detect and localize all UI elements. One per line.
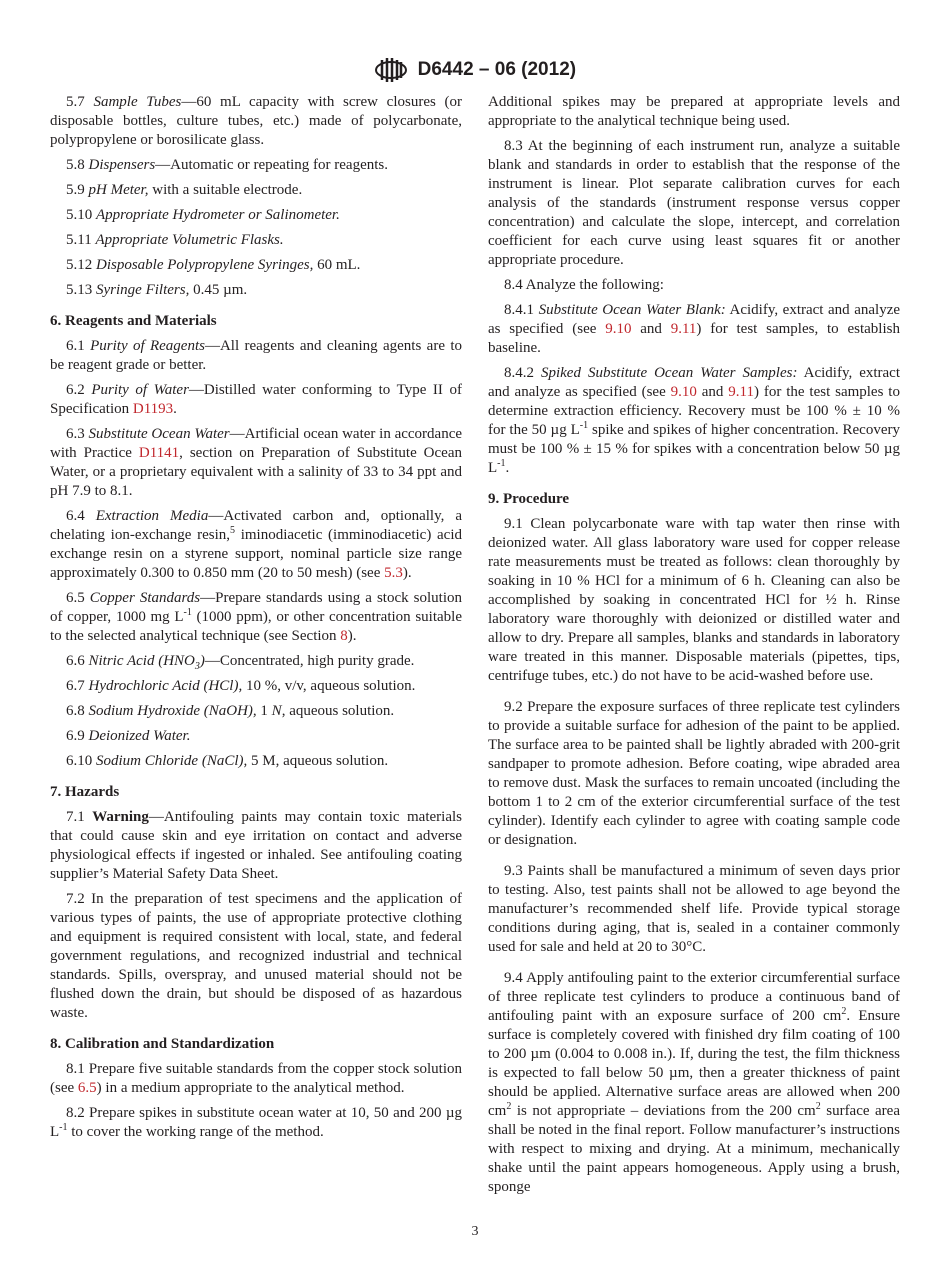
text-run: Sodium Hydroxide (NaOH), xyxy=(88,703,257,719)
text-run: —Automatic or repeating for reagents. xyxy=(155,157,389,173)
text-run: Appropriate Volumetric Flasks. xyxy=(95,232,284,248)
paragraph xyxy=(50,231,462,250)
text-run: —Artificial ocean water in accordance with Practice xyxy=(50,426,463,461)
text-run: Acidify, extract and analyze as specified (see xyxy=(488,365,900,400)
text-run: 60 mL. xyxy=(313,257,361,273)
text-run: —60 mL capacity with screw closures (or disposable bottles, culture tubes, etc.) made of polycarbonate, polypropylene or borosilicate glass. xyxy=(50,94,463,148)
text-run: Acidify, extract and analyze as specified (see xyxy=(488,302,901,337)
superscript: -1 xyxy=(497,458,506,469)
text-run: 5.7 xyxy=(66,94,94,110)
text-run: spike and spikes of higher concentration. Recovery must be 100 % ± 15 % for spikes with a concentration below 50 µg L xyxy=(488,422,900,476)
text-run: 6.10 xyxy=(66,753,96,769)
text-run: 5.8 xyxy=(66,157,89,173)
text-run: 0.45 µm. xyxy=(189,282,248,298)
astm-logo-icon xyxy=(374,56,408,84)
section-heading xyxy=(50,783,462,802)
paragraph xyxy=(50,808,462,884)
text-run: ) in a medium appropriate to the analytical method. xyxy=(96,1080,405,1096)
document-title: D6442 – 06 (2012) xyxy=(417,59,577,80)
paragraph xyxy=(50,381,462,419)
text-run: with a suitable electrode. xyxy=(148,182,303,198)
text-run: 8.4.2 xyxy=(504,365,541,381)
text-run: 6.6 xyxy=(66,653,89,669)
subscript: 3 xyxy=(194,661,200,672)
text-run: 6.5 xyxy=(66,590,90,606)
text-run: —Concentrated, high purity grade. xyxy=(204,653,415,669)
text-run: Warning xyxy=(92,809,149,825)
right-column xyxy=(488,93,900,1203)
text-run: Dispensers xyxy=(88,157,156,173)
text-run: Substitute Ocean Water Blank: xyxy=(538,302,726,318)
text-run: ). xyxy=(347,628,357,644)
text-run: Syringe Filters, xyxy=(96,282,190,298)
text-run: , section on Preparation of Substitute Ocean Water, or a proprietary equivalent with a salinity of 33 to 34 ppt and pH 7.9 to 8.1. xyxy=(50,445,462,499)
text-run: (1000 ppm), or other concentration suitable to the selected analytical technique (see Section xyxy=(50,609,462,644)
text-run: —Distilled water conforming to Type II of Specification xyxy=(50,382,462,417)
page-header xyxy=(0,56,950,84)
paragraph xyxy=(50,677,462,696)
cross-reference-link[interactable]: D1193 xyxy=(132,401,174,417)
paragraph xyxy=(488,364,900,478)
section-heading xyxy=(488,490,900,509)
text-run: 8.4.1 xyxy=(504,302,539,318)
cross-reference-link[interactable]: 9.10 xyxy=(670,384,697,400)
text-run: 8. Calibration and Standardization xyxy=(50,1036,275,1052)
text-run: . xyxy=(505,460,510,476)
text-run: . xyxy=(173,401,177,417)
text-run: 9.3 Paints shall be manufactured a minimum of seven days prior to testing. Also, test paints shall not be allowed to age beyond the manufacturer’s recommended shelf life. Provide typical storage conditions during aging, that is, sealed in a container commonly used for sale and held at 20 to 30°C. xyxy=(488,863,900,955)
text-run: —Antifouling paints may contain toxic materials that could cause skin and eye irritation on contact and adverse physiological effects if ingested or inhaled. See antifouling coating supplier’s Material Safety Data Sheet. xyxy=(50,809,462,882)
text-run: 5.12 xyxy=(66,257,96,273)
paragraph xyxy=(488,515,900,686)
paragraph xyxy=(488,862,900,957)
cross-reference-link[interactable]: 9.11 xyxy=(670,321,697,337)
text-run: ) for the test samples to determine extraction efficiency. Recovery must be 100 % ± 10 % for the 50 µg L xyxy=(488,384,900,438)
cross-reference-link[interactable]: D1141 xyxy=(138,445,180,461)
text-run: 5.10 xyxy=(66,207,96,223)
paragraph xyxy=(50,727,462,746)
page-number: 3 xyxy=(471,1224,479,1239)
text-run: 6.4 xyxy=(66,508,96,524)
paragraph xyxy=(50,652,462,671)
text-run: is not appropriate – deviations from the 200 cm xyxy=(511,1103,816,1119)
superscript: -1 xyxy=(59,1122,68,1133)
text-run: 10 %, v/v, aqueous solution. xyxy=(242,678,416,694)
text-run: ) for test samples, to establish baseline. xyxy=(488,321,900,356)
paragraph xyxy=(50,206,462,225)
paragraph xyxy=(488,301,900,358)
text-run: 5 M, aqueous solution. xyxy=(247,753,389,769)
cross-reference-link[interactable]: 9.11 xyxy=(728,384,754,400)
text-run: N xyxy=(271,703,282,719)
text-run: Copper Standards xyxy=(89,590,201,606)
text-run: 6.1 xyxy=(66,338,91,354)
paragraph xyxy=(50,281,462,300)
cross-reference-link[interactable]: 6.5 xyxy=(77,1080,97,1096)
paragraph xyxy=(488,276,900,295)
paragraph xyxy=(50,890,462,1023)
text-run: Substitute Ocean Water xyxy=(88,426,230,442)
text-run: ). xyxy=(402,565,412,581)
text-run: —Activated carbon and, optionally, a chelating ion-exchange resin, xyxy=(50,508,462,543)
text-run: 8.3 At the beginning of each instrument run, analyze a suitable blank and standards in order to establish that the response of the instrument is linear. Plot separate calibration curves for each analysis of the standards (instrument response versus copper concentration) and calculate the slope, intercept, and correlation coefficient for each curve using least squares fit or another appropriate procedure. xyxy=(488,138,900,268)
text-run: Additional spikes may be prepared at appropriate levels and appropriate to the analytical technique being used. xyxy=(488,94,900,129)
text-run: 6.9 xyxy=(66,728,89,744)
text-run: Purity of Water xyxy=(91,382,189,398)
text-run: 9.2 Prepare the exposure surfaces of three replicate test cylinders to provide a suitable surface for adhesion of the paint to be applied. The surface area to be painted shall be lightly abraded with 200-grit sandpaper to promote adhesion. Before coating, wipe abraded area to remove dust. Mask the surfaces to remain uncoated (including the bottom 1 to 2 cm of the exterior circumferential surface of the test cylinder). Identify each cylinder to agree with coating sample code or designation. xyxy=(488,699,900,848)
text-run: Extraction Media xyxy=(95,508,209,524)
text-run: 5.11 xyxy=(66,232,96,248)
text-run: 6.8 xyxy=(66,703,89,719)
text-run: . Ensure surface is completely covered with finished dry film coating of 100 to 200 µm (0.004 to 0.008 in.). If, during the test, the film thickness is expected to fall below 50 µm, then a greater thickness of paint should be applied. Alternative surface areas are allowed when 200 cm xyxy=(488,1008,900,1119)
paragraph xyxy=(488,137,900,270)
text-run: 8.2 Prepare spikes in substitute ocean water at 10, 50 and 200 µg L xyxy=(50,1105,462,1140)
paragraph xyxy=(488,698,900,850)
superscript: 2 xyxy=(841,1006,847,1017)
paragraph xyxy=(50,1104,462,1142)
text-run: and xyxy=(631,321,671,337)
text-run: Purity of Reagents xyxy=(90,338,205,354)
text-run: Sample Tubes xyxy=(93,94,182,110)
text-run: Nitric Acid (HNO xyxy=(88,653,195,669)
text-run: 5.13 xyxy=(66,282,96,298)
text-run: Spiked Substitute Ocean Water Samples: xyxy=(540,365,798,381)
cross-reference-link[interactable]: 8 xyxy=(340,628,348,644)
text-run: Appropriate Hydrometer or Salinometer. xyxy=(96,207,340,223)
paragraph xyxy=(50,425,462,501)
paragraph xyxy=(50,702,462,721)
superscript: -1 xyxy=(183,607,192,618)
text-run: 8.4 Analyze the following: xyxy=(504,277,664,293)
paragraph xyxy=(50,752,462,771)
paragraph xyxy=(50,256,462,275)
text-run: —All reagents and cleaning agents are to be reagent grade or better. xyxy=(50,338,462,373)
text-run: and xyxy=(696,384,729,400)
section-heading xyxy=(50,1035,462,1054)
text-run: 5.9 xyxy=(66,182,89,198)
text-run: 9.4 Apply antifouling paint to the exterior circumferential surface of three replicate test cylinders to produce a continuous band of antifouling paint with an exposure surface of 200 cm xyxy=(488,970,900,1024)
text-run: 7.1 xyxy=(66,809,93,825)
paragraph xyxy=(50,93,462,150)
text-run: 9. Procedure xyxy=(488,491,570,507)
text-run: —Prepare standards using a stock solution of copper, 1000 mg L xyxy=(50,590,462,625)
text-run: 6. Reagents and Materials xyxy=(50,313,217,329)
text-run: 6.3 xyxy=(66,426,89,442)
section-heading xyxy=(50,312,462,331)
cross-reference-link[interactable]: 5.3 xyxy=(384,565,403,581)
text-run: 1 xyxy=(256,703,272,719)
text-run: Sodium Chloride (NaCl), xyxy=(96,753,248,769)
paragraph xyxy=(50,156,462,175)
superscript: 2 xyxy=(815,1101,821,1112)
left-column xyxy=(50,93,462,1148)
text-run: , aqueous solution. xyxy=(281,703,395,719)
cross-reference-link[interactable]: 9.10 xyxy=(605,321,632,337)
superscript: -1 xyxy=(579,420,589,431)
text-run: 7. Hazards xyxy=(50,784,120,800)
text-run: 9.1 Clean polycarbonate ware with tap water then rinse with deionized water. All glass laboratory ware used for copper release rate measurements must be treated as follows: clean thoroughly by soaking in 10 % HCl for a minimum of 6 h. Cleaning can also be accomplished by soaking in concentrated HCl for ½ h. Rinse laboratory ware thoroughly with deionized or distilled water and allow to dry. Prepare all samples, blanks and standards in laboratory ware treated in this manner. Disposable materials (pipettes, tips, centrifuge tubes, etc.) do not have to be acid-washed before use. xyxy=(488,516,900,684)
text-run: Deionized Water. xyxy=(88,728,191,744)
text-run: ) xyxy=(199,653,205,669)
text-run: surface area shall be noted in the final report. Follow manufacturer’s instructions with respect to mixing and drying. At a minimum, mechanically shake until the paint appears homogeneous. Apply using a brush, sponge xyxy=(488,1103,900,1195)
text-run: iminodiacetic (imminodiacetic) acid exchange resin on a styrene support, nominal particle size range approximately 0.300 to 0.850 mm (20 to 50 mesh) (see xyxy=(50,527,462,581)
text-run: pH Meter, xyxy=(88,182,149,198)
paragraph xyxy=(50,181,462,200)
text-run: 8.1 Prepare five suitable standards from the copper stock solution (see xyxy=(50,1061,462,1096)
text-run: 6.7 xyxy=(66,678,89,694)
text-run: Disposable Polypropylene Syringes, xyxy=(96,257,314,273)
paragraph xyxy=(50,589,462,646)
superscript: 2 xyxy=(506,1101,512,1112)
paragraph xyxy=(50,507,462,583)
superscript: 5 xyxy=(230,525,236,536)
text-run: Hydrochloric Acid (HCl), xyxy=(88,678,243,694)
paragraph xyxy=(50,1060,462,1098)
paragraph xyxy=(488,93,900,131)
paragraph xyxy=(50,337,462,375)
text-run: 7.2 In the preparation of test specimens and the application of various types of paints, the use of appropriate protective clothing and equipment is required consistent with local, state, and federal government regulations, and recognized industrial and technical standards. Spills, overspray, and unused material should not be flushed down the drain, but should be disposed of as hazardous waste. xyxy=(50,891,462,1021)
text-run: to cover the working range of the method. xyxy=(67,1124,324,1140)
text-run: 6.2 xyxy=(66,382,92,398)
paragraph xyxy=(488,969,900,1197)
